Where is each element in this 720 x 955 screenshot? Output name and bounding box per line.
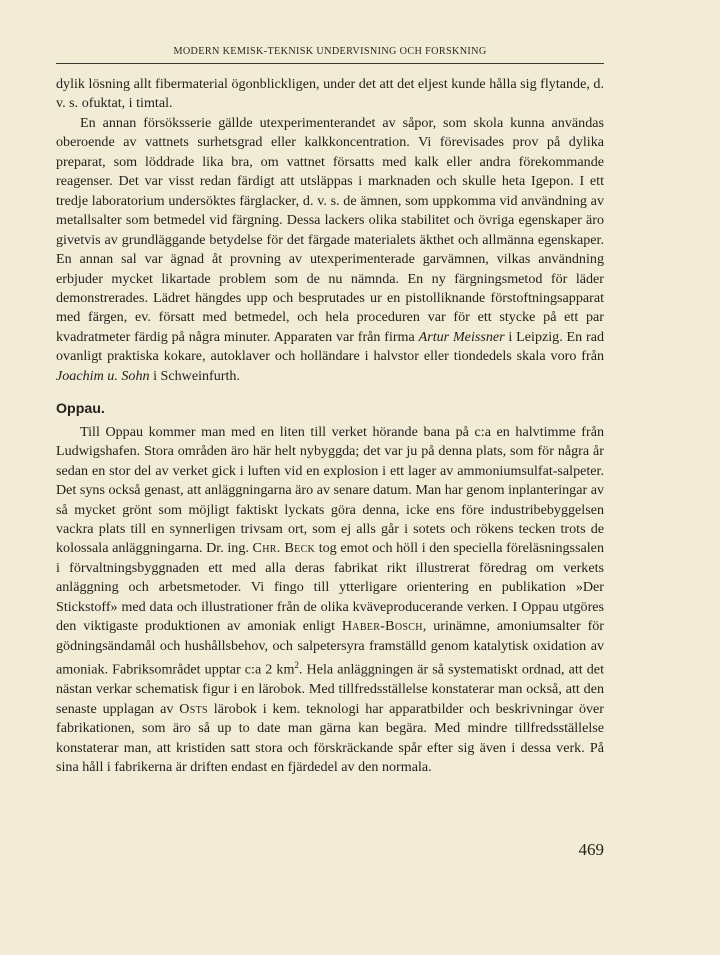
person-name-ost: Osts <box>179 700 208 717</box>
person-name-beck: Chr. Beck <box>252 540 316 557</box>
firm-name-meissner: Artur Meissner <box>418 328 505 345</box>
text-run: . Hela anläggningen är så systematiskt ordnad, att det nästan verkar schematisk figur i en lärobok. Med tillfredsställelse konstaterar man också, att den senaste upplagan av <box>56 661 604 717</box>
paragraph-experiments <box>56 114 604 386</box>
text-run: tog emot och höll i den speciella föreläsningssalen i förvaltningsbyggnaden ett med alla deras fabrikat rikt illustrerat föredrag om verkets anläggning och arbetsmetoder. Vi fingo till ytterligare orientering en publikation »Der Stickstoff» med data och illustrationer från de olika kväveproducerande verken. I Oppau utgöres den viktigaste produktionen av amoniak enligt <box>56 540 604 635</box>
text-run: lärobok i kem. teknologi har apparatbilder och beskrivningar över fabrikationen, som äro så up to date man gärna kan begära. Med mindre tillfredsställelse konstaterar man, att kristiden satt stora och förskräckande spår efter sig även i dessa verk. På sina håll i fabrikerna är driften endast en fjärdedel av den normala. <box>56 700 605 776</box>
page-body <box>56 75 604 778</box>
paragraph-continued: dylik lösning allt fibermaterial ögonblickligen, under det att det eljest kunde hålla sig flytande, d. v. s. ofuktat, i timtal. <box>56 76 604 112</box>
header-rule <box>56 63 604 64</box>
text-run: En annan försöksserie gällde utexperimenterandet av såpor, som skola kunna användas oberoende av vattnets surhetsgrad eller kalkkoncentration. Vi förevisades prov på dylika preparat, som löddrade lika bra, om vattnet försatts med kalk eller andra förekommande reagenser. Det var visst redan färdigt att utsläppas i marknaden och skulle heta Igepon. I ett tredje laboratorium undersöktes färglacker, d. v. s. de ämnen, som uppkomma vid användning av metallsalter som betmedel vid färgning. Dessa lackers olika stabilitet och övriga egenskaper äro givetvis av grundläggande betydelse för det färgade materialets äkthet och allmänna egenskaper. En annan sal var ägnad åt provning av utexperimenterade garvämnen, vilkas användning erbjuder mycket likartade problem som de nu nämnda. En ny färgningsmetod för läder demonstrerades. Lädret hängdes upp och besprutades ur en pistolliknande förstoftningsapparat med färgen, ev. försatt med betmedel, och hela proceduren var för ett stycke på ett par kvadratmeter färdig på några minuter. Apparaten var från firma <box>56 114 604 345</box>
text-run: , urinämne, amoniumsalter för gödningsändamål och hushållsbehov, och salpetersyra framställd genom katalytisk oxidation av amoniak. Fabriksområdet upptar c:a 2 km <box>56 618 605 678</box>
text-run: i Schweinfurth. <box>149 367 240 384</box>
text-run: i Leipzig. En rad ovanligt praktiska kokare, autoklaver och holländare i halvstor eller tiondedels skala voro från <box>56 328 605 365</box>
paragraph-oppau <box>56 423 604 778</box>
person-name-haber-bosch: Haber-Bosch <box>341 618 423 635</box>
running-header: MODERN KEMISK-TEKNISK UNDERVISNING OCH FORSKNING <box>173 46 487 57</box>
firm-name-joachim: Joachim u. Sohn <box>56 367 150 384</box>
text-run: Till Oppau kommer man med en liten till verket hörande bana på c:a en halvtimme från Ludwigshafen. Stora områden äro här helt nybyggda; det var ju på denna plats, som för några år sedan en stor del av verket gick i luften vid en explosion i ett lager av ammoniumsulfat-salpeter. Det syns också genast, att anläggningarna äro av senare datum. Man har genom inplanteringar av så mycket grönt som möjligt faktiskt lyckats göra denna, icke ens före industribebyggelsen vackra plats till en synnerligen trivsam ort, som ej alls går i sotets och rökens tecken trots de kolossala anläggningarna. Dr. ing. <box>56 423 604 557</box>
superscript-2: 2 <box>294 660 299 671</box>
page-number: 469 <box>578 840 604 859</box>
section-heading-oppau: Oppau. <box>56 401 105 418</box>
